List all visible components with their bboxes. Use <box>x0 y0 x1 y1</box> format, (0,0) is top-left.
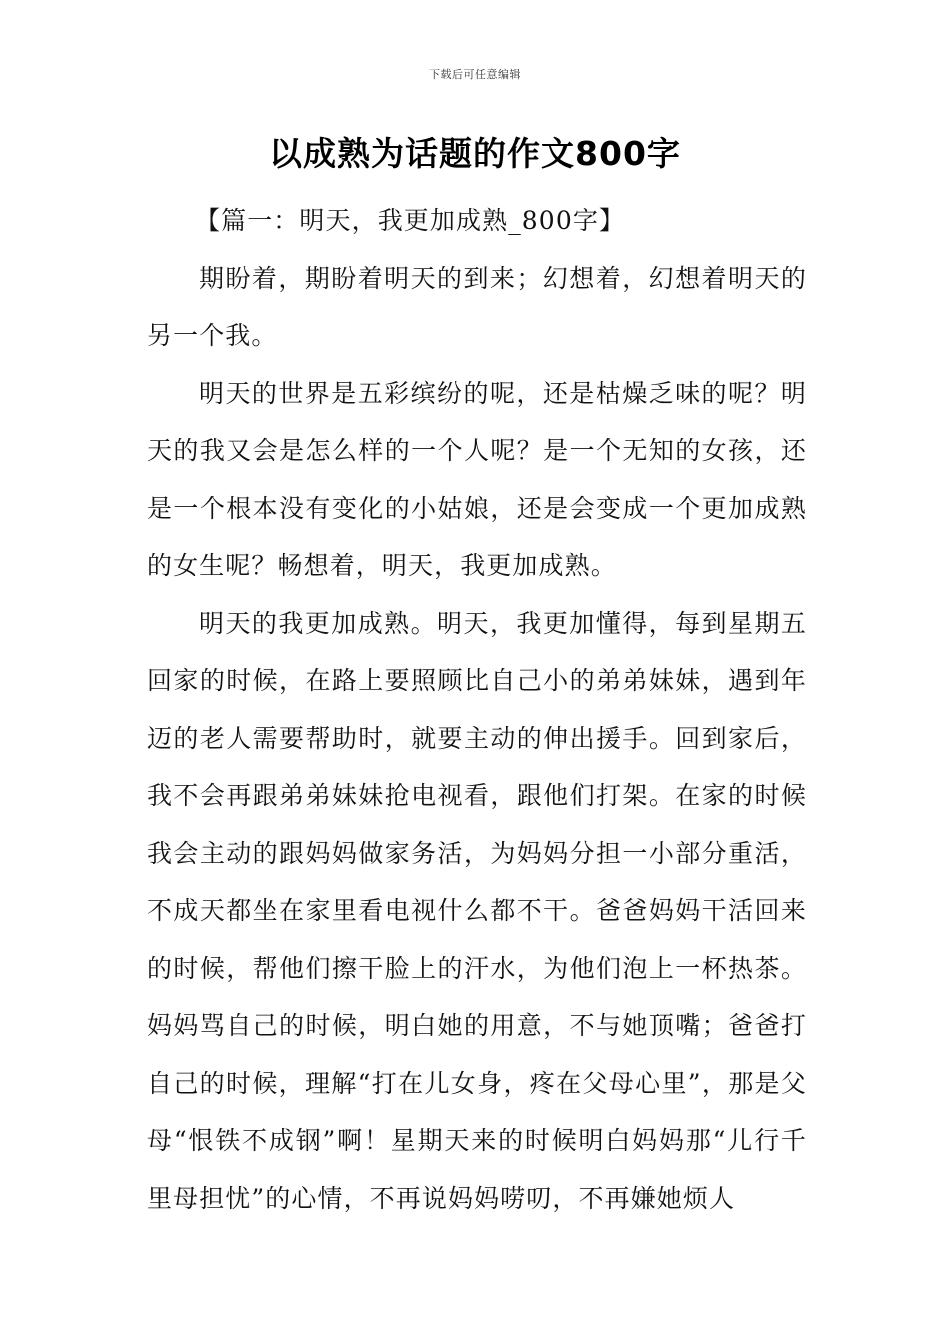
paragraph: 明天的我更加成熟。明天，我更加懂得，每到星期五回家的时候，在路上要照顾比自己小的弟弟妹妹，遇到年迈的老人需要帮助时，就要主动的伸出援手。回到家后，我不会再跟弟弟妹妹抢电视看，跟他们打架。在家的时候我会主动的跟妈妈做家务活，为妈妈分担一小部分重活，不成天都坐在家里看电视什么都不干。爸爸妈妈干活回来的时候，帮他们擦干脸上的汗水，为他们泡上一杯热茶。妈妈骂自己的时候，明白她的用意，不与她顶嘴；爸爸打自己的时候，理解“打在儿女身，疼在父母心里”，那是父母“恨铁不成钢”啊！星期天来的时候明白妈妈那“儿行千里母担忧”的心情，不再说妈妈唠叨，不再嫌她烦人 <box>147 608 807 1213</box>
paragraph: 明天的世界是五彩缤纷的呢，还是枯燥乏味的呢？明天的我又会是怎么样的一个人呢？是一个无知的女孩，还是一个根本没有变化的小姑娘，还是会变成一个更加成熟的女生呢？畅想着，明天，我更加成熟。 <box>147 378 807 580</box>
header-note: 下载后可任意编辑 <box>429 68 521 81</box>
document-body <box>147 192 807 1227</box>
document-title: 以成熟为话题的作文800字 <box>269 134 681 173</box>
section-heading: 【篇一：明天，我更加成熟_800字】 <box>195 206 626 235</box>
paragraph: 期盼着，期盼着明天的到来；幻想着，幻想着明天的另一个我。 <box>147 263 807 350</box>
